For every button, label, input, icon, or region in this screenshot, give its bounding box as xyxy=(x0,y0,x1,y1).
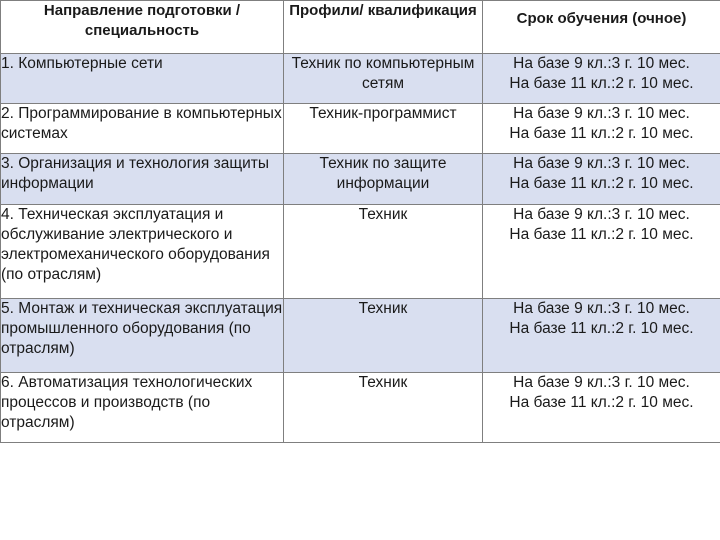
term-9: На базе 9 кл.:3 г. 10 мес. xyxy=(513,105,690,122)
term-9: На базе 9 кл.:3 г. 10 мес. xyxy=(513,300,690,317)
term-11: На базе 11 кл.:2 г. 10 мес. xyxy=(509,75,694,92)
row-profile: Техник-программист xyxy=(284,104,483,154)
row-term xyxy=(483,154,720,205)
term-9: На базе 9 кл.:3 г. 10 мес. xyxy=(513,206,690,223)
row-name: 1. Компьютерные сети xyxy=(1,54,284,104)
table-row xyxy=(1,299,720,373)
row-name: 5. Монтаж и техническая эксплуатация промышленного оборудования (по отраслям) xyxy=(1,299,284,373)
row-profile: Техник xyxy=(284,205,483,299)
row-profile: Техник по защите информации xyxy=(284,154,483,205)
table-row xyxy=(1,104,720,154)
row-name: 4. Техническая эксплуатация и обслуживание электрического и электромеханического оборудования (по отраслям) xyxy=(1,205,284,299)
row-term xyxy=(483,299,720,373)
table-row xyxy=(1,154,720,205)
row-profile: Техник xyxy=(284,373,483,443)
header-term: Срок обучения (очное) xyxy=(483,1,720,54)
table-row xyxy=(1,54,720,104)
header-profile: Профили/ квалификация xyxy=(284,1,483,54)
table-row xyxy=(1,205,720,299)
row-profile: Техник xyxy=(284,299,483,373)
term-11: На базе 11 кл.:2 г. 10 мес. xyxy=(509,394,694,411)
header-direction: Направление подготовки / специальность xyxy=(1,1,284,54)
term-9: На базе 9 кл.:3 г. 10 мес. xyxy=(513,155,690,172)
header-row xyxy=(1,1,720,54)
row-term xyxy=(483,205,720,299)
row-term xyxy=(483,104,720,154)
row-name: 2. Программирование в компьютерных системах xyxy=(1,104,284,154)
row-name: 3. Организация и технология защиты информации xyxy=(1,154,284,205)
row-name: 6. Автоматизация технологических процессов и производств (по отраслям) xyxy=(1,373,284,443)
term-9: На базе 9 кл.:3 г. 10 мес. xyxy=(513,55,690,72)
term-9: На базе 9 кл.:3 г. 10 мес. xyxy=(513,374,690,391)
table-row xyxy=(1,373,720,443)
term-11: На базе 11 кл.:2 г. 10 мес. xyxy=(509,125,694,142)
row-term xyxy=(483,373,720,443)
row-profile: Техник по компьютерным сетям xyxy=(284,54,483,104)
term-11: На базе 11 кл.:2 г. 10 мес. xyxy=(509,320,694,337)
row-term xyxy=(483,54,720,104)
term-11: На базе 11 кл.:2 г. 10 мес. xyxy=(509,175,694,192)
term-11: На базе 11 кл.:2 г. 10 мес. xyxy=(509,226,694,243)
